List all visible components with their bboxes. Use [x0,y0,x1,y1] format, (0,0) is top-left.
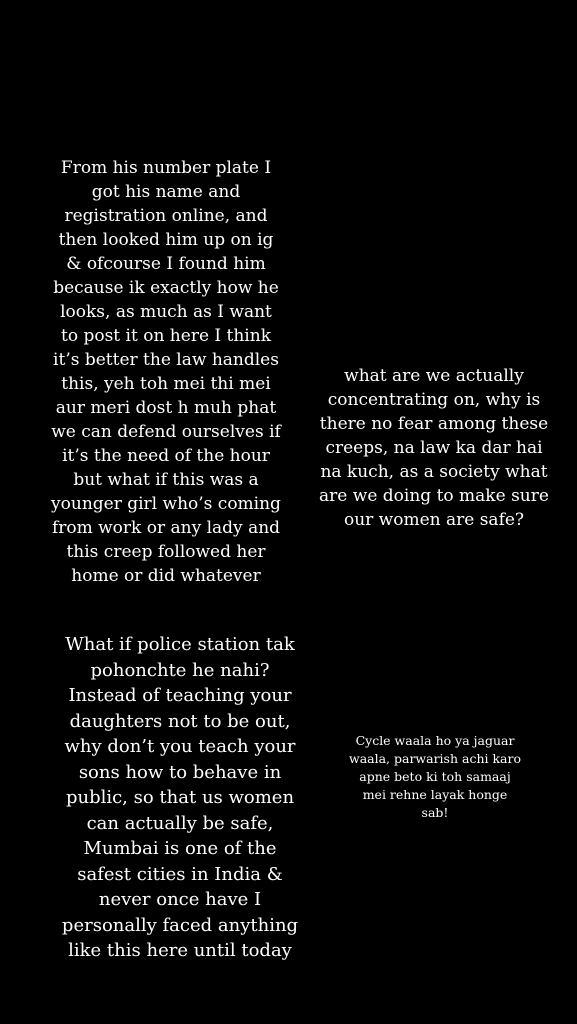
text-block-number-plate-text: From his number plate I got his name and registration online, and then looked him up on ig & ofcourse I found him because ik exactly how he looks, as much as I want to post it on here I think it’s better the law handles this, yeh toh mei thi mei aur meri dost h muh phat we can defend ourselves if it’s the need of the hour but what if this was a younger girl who’s coming from work or any lady and this creep followed her home or did whatever [51,158,281,586]
text-block-police-station [38,632,322,964]
text-block-police-station-text: What if police station tak pohonchte he nahi? Instead of teaching your daughters not to be out, why don’t you teach your sons how to behave in public, so that us women can actually be safe, Mumbai is one of the safest cities in India & never once have I personally faced anything like this here until today [61,634,299,961]
text-block-society-question-text: what are we actually concentrating on, why is there no fear among these creeps, na law ka dar hai na kuch, as a society what are we doing to make sure our women are safe? [319,366,549,530]
text-block-society-question [301,364,567,532]
text-block-parwarish [320,732,550,822]
text-block-number-plate [40,156,292,588]
text-block-parwarish-text: Cycle waala ho ya jaguar waala, parwarish achi karo apne beto ki toh samaaj mei rehne layak honge sab! [349,733,521,820]
